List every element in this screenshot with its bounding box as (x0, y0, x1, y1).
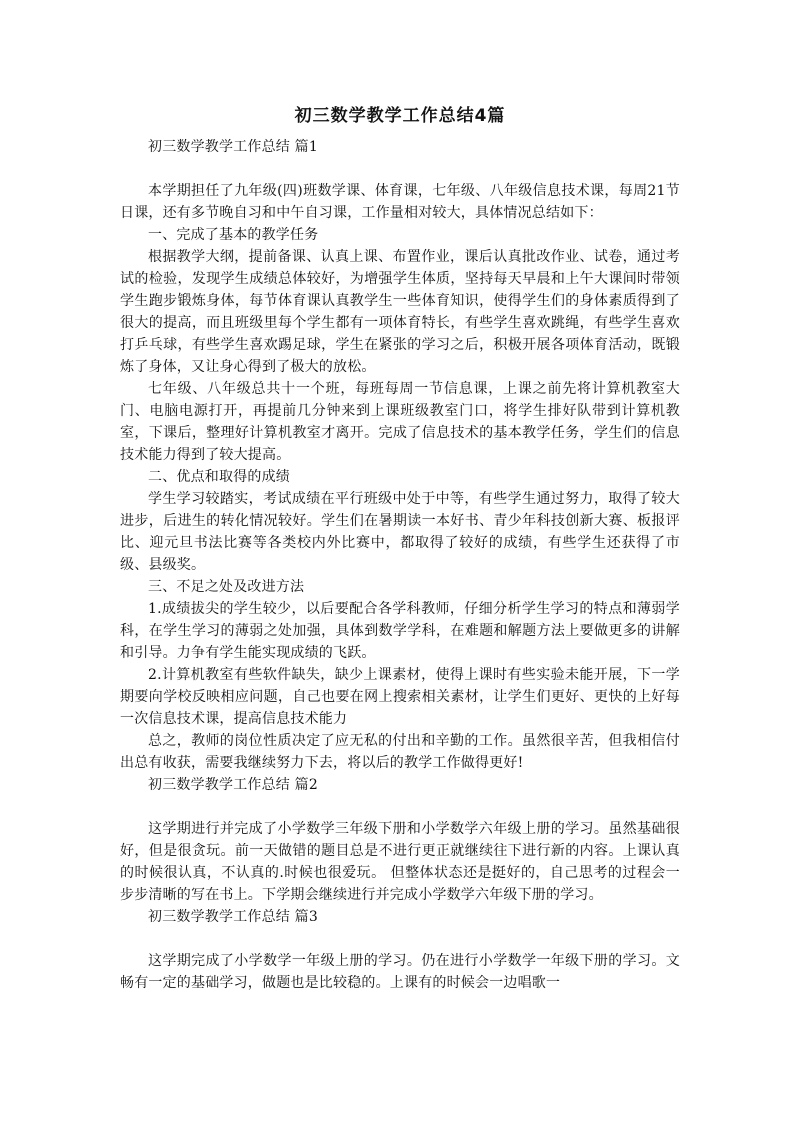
paragraph: 七年级、八年级总共十一个班，每班每周一节信息课，上课之前先将计算机教室大门、电脑电源打开，再提前几分钟来到上课班级教室门口，将学生排好队带到计算机教室，下课后，整理好计算机教室才离开。完成了信息技术的基本教学任务，学生们的信息技术能力得到了较大提高。 (120, 381, 680, 463)
spacer (120, 928, 680, 950)
document-body (120, 136, 680, 994)
section-heading: 初三数学教学工作总结 篇3 (148, 909, 318, 925)
subheading: 三、不足之处及改进方法 (148, 579, 305, 595)
paragraph: 总之，教师的岗位性质决定了应无私的付出和辛勤的工作。虽然很辛苦，但我相信付出总有收获，需要我继续努力下去，将以后的教学工作做得更好! (120, 733, 680, 771)
paragraph: 根据教学大纲，提前备课、认真上课、布置作业，课后认真批改作业、试卷，通过考试的检验，发现学生成绩总体较好，为增强学生体质，坚持每天早晨和上午大课间时带领学生跑步锻炼身体，每节体育课认真教学生一些体育知识，使得学生们的身体素质得到了很大的提高，而且班级里每个学生都有一项体育特长，有些学生喜欢跳绳，有些学生喜欢打乒乓球，有些学生喜欢踢足球，学生在紧张的学习之后，积极开展各项体育活动，既锻炼了身体，又让身心得到了极大的放松。 (120, 249, 680, 375)
subheading: 一、完成了基本的教学任务 (148, 227, 319, 243)
paragraph: 学生学习较踏实，考试成绩在平行班级中处于中等，有些学生通过努力，取得了较大进步，后进生的转化情况较好。学生们在暑期读一本好书、青少年科技创新大赛、板报评比、迎元旦书法比赛等各类校内外比赛中，都取得了较好的成绩，有些学生还获得了市级、县级奖。 (120, 491, 680, 573)
paragraph: 这学期完成了小学数学一年级上册的学习。仍在进行小学数学一年级下册的学习。文畅有一定的基础学习，做题也是比较稳的。上课有的时候会一边唱歌一 (120, 953, 680, 991)
spacer (120, 796, 680, 818)
paragraph: 这学期进行并完成了小学数学三年级下册和小学数学六年级上册的学习。虽然基础很好，但是很贪玩。前一天做错的题目总是不进行更正就继续往下进行新的内容。上课认真的时候很认真，不认真的.时候也很爱玩。 但整体状态还是挺好的，自己思考的过程会一步步清晰的写在书上。下学期会继续进行并完成小学数学六年级下册的学习。 (120, 821, 680, 903)
subheading: 二、优点和取得的成绩 (148, 469, 290, 485)
section-heading: 初三数学教学工作总结 篇2 (148, 777, 318, 793)
paragraph: 1.成绩拔尖的学生较少，以后要配合各学科教师，仔细分析学生学习的特点和薄弱学科，在学生学习的薄弱之处加强，具体到数学学科，在难题和解题方法上要做更多的讲解和引导。力争有学生能实现成绩的飞跃。 (120, 601, 680, 661)
paragraph: 本学期担任了九年级(四)班数学课、体育课，七年级、八年级信息技术课，每周21节日课，还有多节晚自习和中午自习课，工作量相对较大，具体情况总结如下： (120, 183, 680, 221)
spacer (120, 158, 680, 180)
paragraph: 2.计算机教室有些软件缺失，缺少上课素材，使得上课时有些实验未能开展，下一学期要向学校反映相应问题，自己也要在网上搜索相关素材，让学生们更好、更快的上好每一次信息技术课，提高信息技术能力 (120, 667, 680, 727)
section-heading: 初三数学教学工作总结 篇1 (148, 139, 318, 155)
document-title: 初三数学教学工作总结4篇 (294, 106, 506, 126)
